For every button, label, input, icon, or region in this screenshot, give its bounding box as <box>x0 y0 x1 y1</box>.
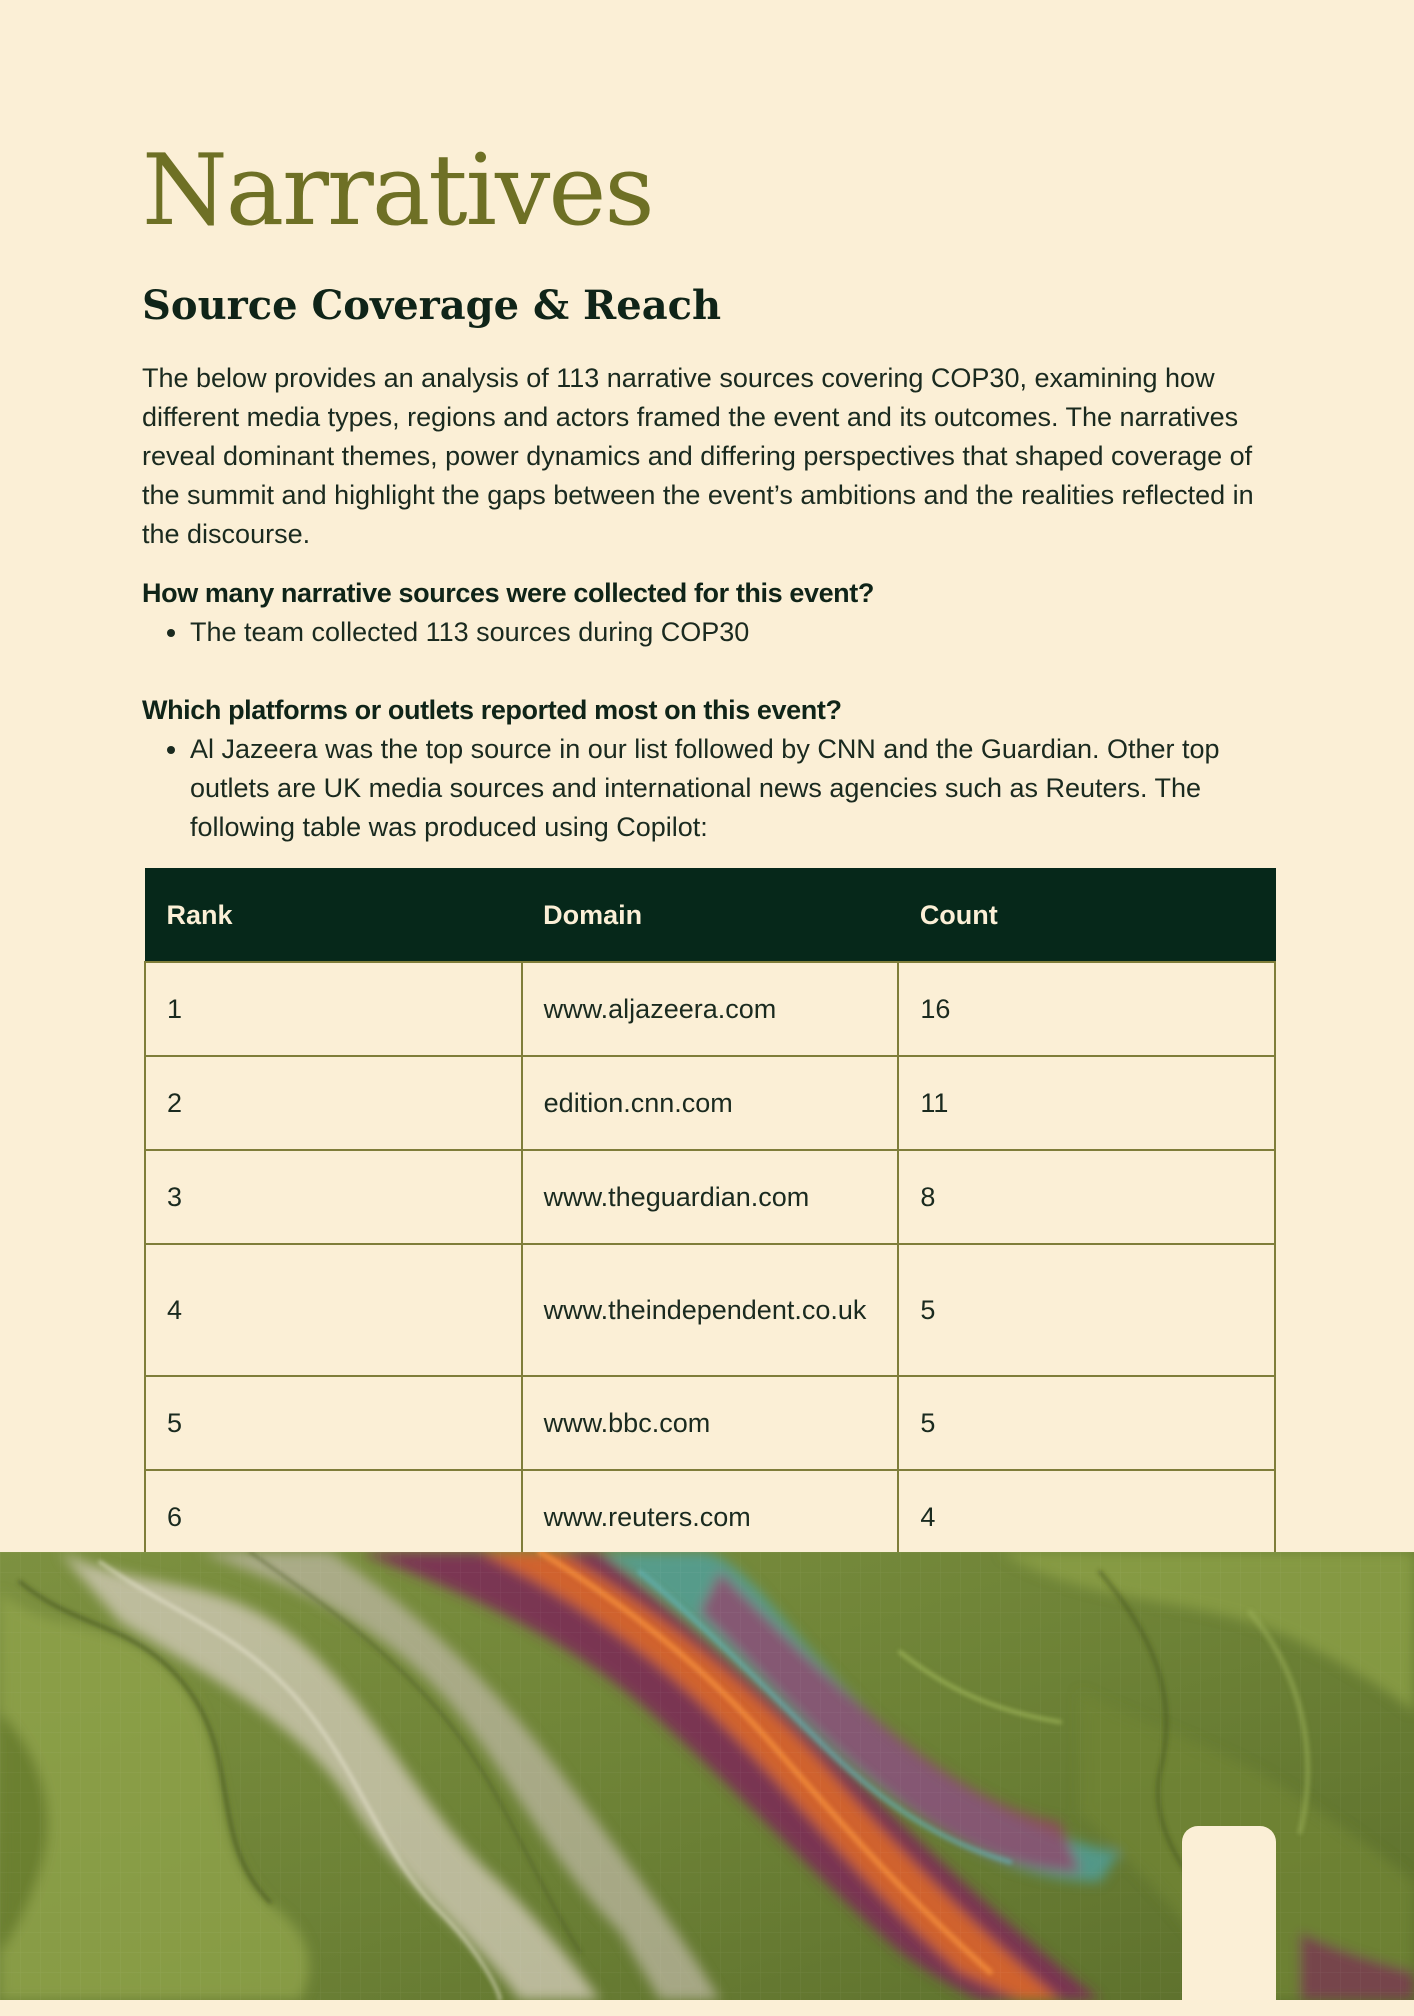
column-header-domain: Domain <box>522 869 899 963</box>
count-cell: 11 <box>898 1056 1275 1150</box>
page-title: Narratives <box>142 134 653 248</box>
count-cell: 8 <box>898 1150 1275 1244</box>
rank-cell: 3 <box>145 1150 522 1244</box>
table-header-row <box>145 869 1275 963</box>
question-top-outlets: Which platforms or outlets reported most on this event? <box>142 695 842 725</box>
domain-cell: www.reuters.com <box>522 1470 899 1564</box>
domain-cell: www.bbc.com <box>522 1376 899 1470</box>
column-header-rank: Rank <box>145 869 522 963</box>
count-cell: 4 <box>898 1470 1275 1564</box>
rank-cell: 1 <box>145 962 522 1056</box>
count-cell: 16 <box>898 962 1275 1056</box>
count-cell: 5 <box>898 1376 1275 1470</box>
rank-cell: 2 <box>145 1056 522 1150</box>
table-row <box>145 1150 1275 1244</box>
answer-item: • The team collected 113 sources during COP30 <box>190 613 1300 652</box>
rank-cell: 4 <box>145 1244 522 1376</box>
table-row <box>145 1470 1275 1564</box>
intro-paragraph: The below provides an analysis of 113 narrative sources covering COP30, examining how different media types, regions and actors framed the event and its outcomes. The narratives reveal dominant themes, power dynamics and differing perspectives that shaped coverage of the summit and highlight the gaps between the event’s ambitions and the realities reflected in the discourse. <box>142 363 1254 549</box>
table-row <box>145 1056 1275 1150</box>
domain-cell: www.theindependent.co.uk <box>522 1244 899 1376</box>
table-row <box>145 1244 1275 1376</box>
sources-table <box>144 868 1276 1565</box>
rank-cell: 5 <box>145 1376 522 1470</box>
table-row <box>145 962 1275 1056</box>
sources-table-container <box>144 868 1276 1565</box>
answer-list-top-outlets <box>142 730 1300 847</box>
column-header-count: Count <box>898 869 1275 963</box>
rank-cell: 6 <box>145 1470 522 1564</box>
domain-cell: edition.cnn.com <box>522 1056 899 1150</box>
page-corner-tab <box>1182 1826 1276 2016</box>
table-row <box>145 1376 1275 1470</box>
section-title: Source Coverage & Reach <box>142 282 722 329</box>
question-source-count: How many narrative sources were collected for this event? <box>142 578 874 608</box>
answer-list-source-count <box>142 613 1300 652</box>
answer-item: • Al Jazeera was the top source in our list followed by CNN and the Guardian. Other top outlets are UK media sources and international news agencies such as Reuters. The following table was produced using Copilot: <box>190 730 1300 847</box>
domain-cell: www.aljazeera.com <box>522 962 899 1056</box>
domain-cell: www.theguardian.com <box>522 1150 899 1244</box>
count-cell: 5 <box>898 1244 1275 1376</box>
